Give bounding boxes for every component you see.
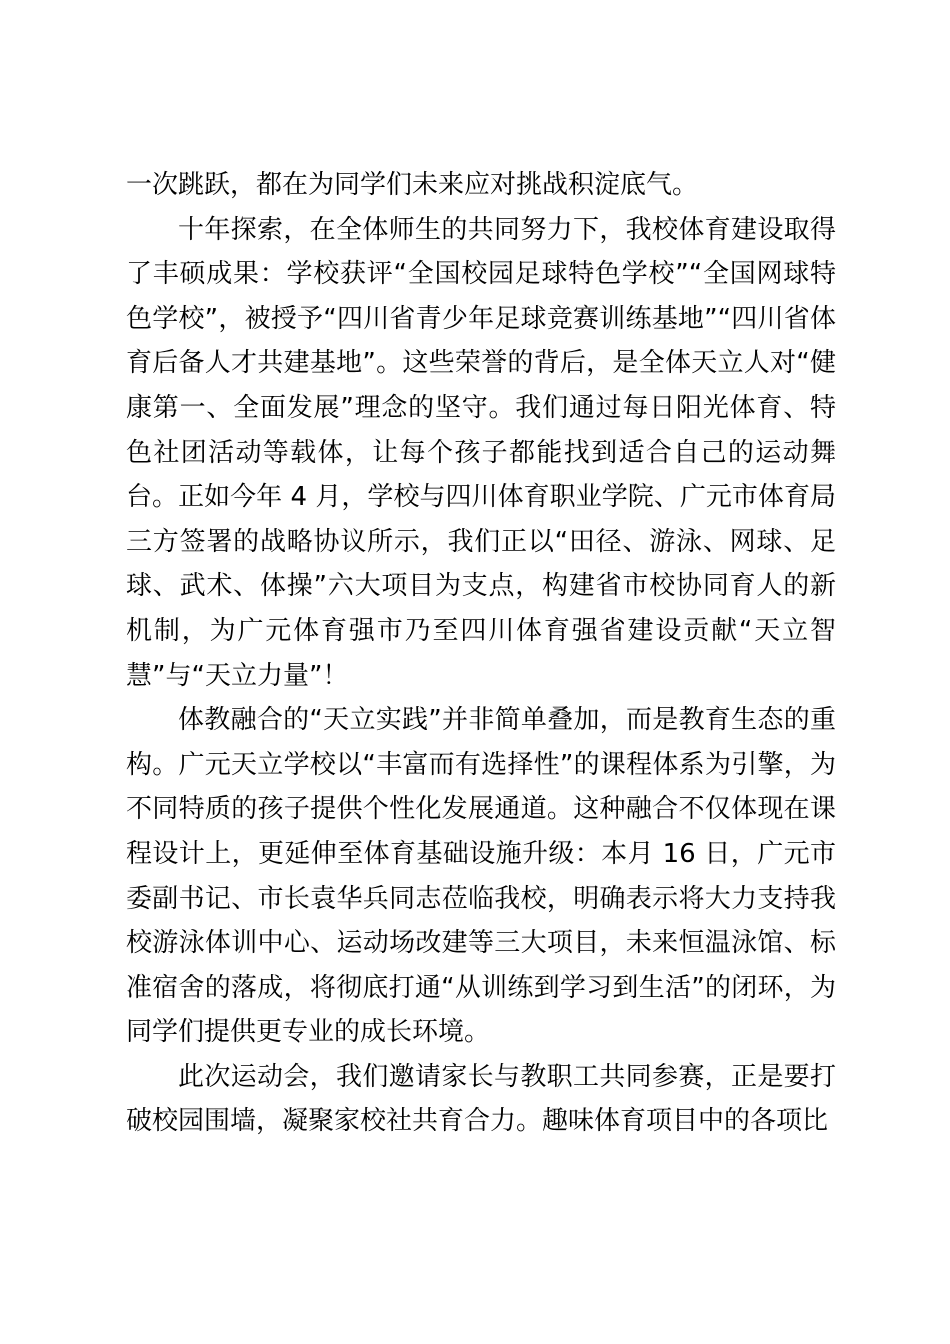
document-body (126, 163, 836, 1144)
paragraph-continuation: 一次跳跃，都在为同学们未来应对挑战积淀底气。 (126, 170, 699, 200)
paragraph-sports-meet: 此次运动会，我们邀请家长与教职工共同参赛，正是要打破校园围墙，凝聚家校社共育合力。趣味体育项目中的各项比 (126, 1061, 836, 1137)
paragraph-achievements: 十年探索，在全体师生的共同努力下，我校体育建设取得了丰硕成果：学校获评“全国校园足球特色学校”“全国网球特色学校”，被授予“四川省青少年足球竞赛训练基地”“四川省体育后备人才共建基地”。这些荣誉的背后，是全体天立人对“健康第一、全面发展”理念的坚守。我们通过每日阳光体育、特色社团活动等载体，让每个孩子都能找到适合自己的运动舞台。正如今年 4 月，学校与四川体育职业学院、广元市体育局三方签署的战略协议所示，我们正以“田径、游泳、网球、足球、武术、体操”六大项目为支点，构建省市校协同育人的新机制，为广元体育强市乃至四川体育强省建设贡献“天立智慧”与“天立力量”！ (126, 214, 836, 691)
paragraph-integration: 体教融合的“天立实践”并非简单叠加，而是教育生态的重构。广元天立学校以“丰富而有选择性”的课程体系为引擎，为不同特质的孩子提供个性化发展通道。这种融合不仅体现在课程设计上，更延伸至体育基础设施升级：本月 16 日，广元市委副书记、市长袁华兵同志莅临我校，明确表示将大力支持我校游泳体训中心、运动场改建等三大项目，未来恒温泳馆、标准宿舍的落成，将彻底打通“从训练到学习到生活”的闭环，为同学们提供更专业的成长环境。 (126, 705, 836, 1048)
